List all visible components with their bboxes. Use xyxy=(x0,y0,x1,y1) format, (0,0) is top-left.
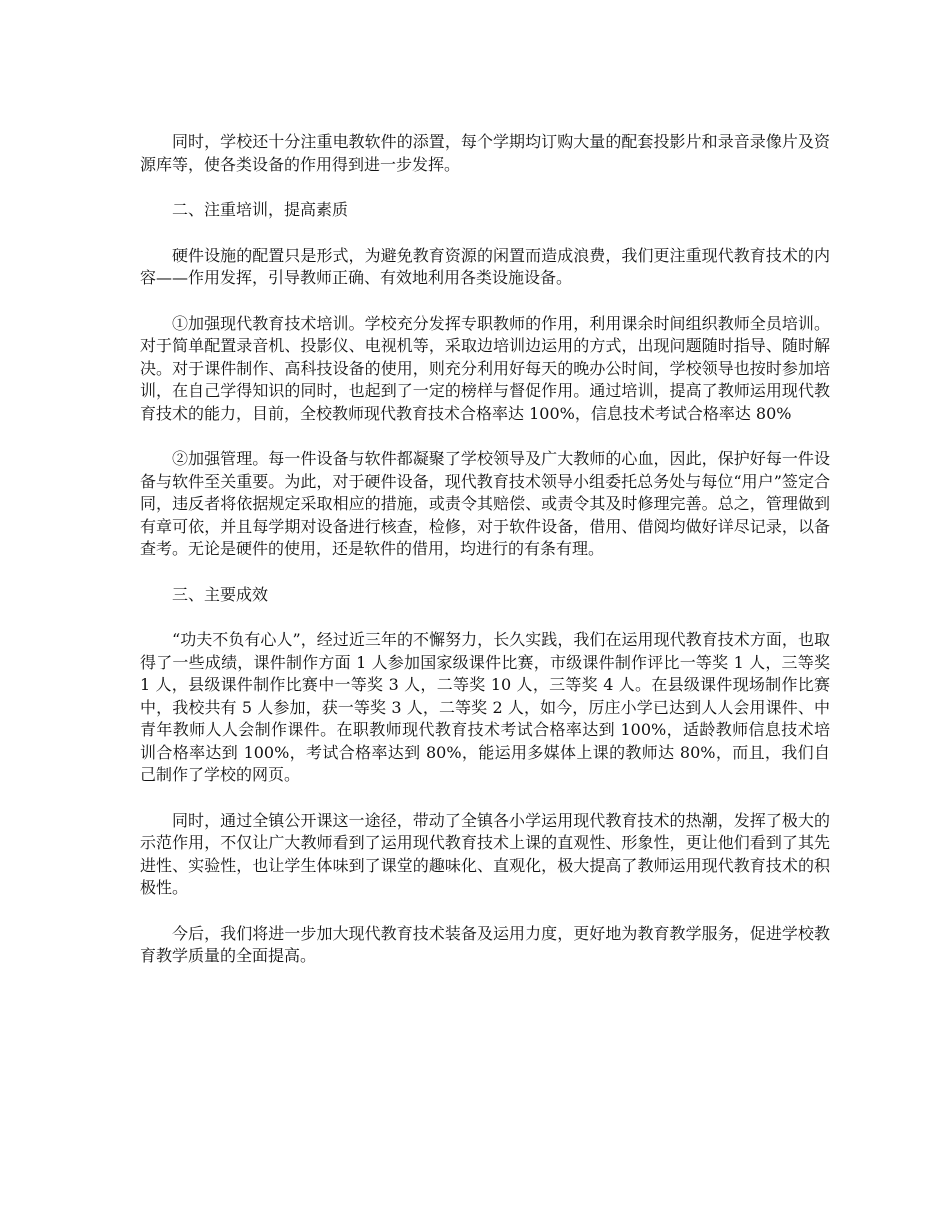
section-heading-results: 三、主要成效 xyxy=(172,584,269,604)
paragraph-management: ②加强管理。每一件设备与软件都凝聚了学校领导及广大教师的心血，因此，保护好每一件设备与软件至关重要。为此，对于硬件设备，现代教育技术领导小组委托总务处与每位“用户”签定合同，违反者将依据规定采取相应的措施，或责令其赔偿、或责令其及时修理完善。总之，管理做到有章可依，并且每学期对设备进行核查，检修，对于软件设备，借用、借阅均做好详尽记录，以备查考。无论是硬件的使用，还是软件的借用，均进行的有条有理。 xyxy=(140,449,830,558)
paragraph-demonstration: 同时，通过全镇公开课这一途径，带动了全镇各小学运用现代教育技术的热潮，发挥了极大的示范作用，不仅让广大教师看到了运用现代教育技术上课的直观性、形象性，更让他们看到了其先进性、实验性，也让学生体味到了课堂的趣味化、直观化，极大提高了教师运用现代教育技术的积极性。 xyxy=(140,810,830,897)
paragraph-outlook: 今后，我们将进一步加大现代教育技术装备及运用力度，更好地为教育教学服务，促进学校教育教学质量的全面提高。 xyxy=(140,923,830,965)
section-heading-training: 二、注重培训，提高素质 xyxy=(172,200,349,219)
paragraph-training-intro: 硬件设施的配置只是形式，为避免教育资源的闲置而造成浪费，我们更注重现代教育技术的内容——作用发挥，引导教师正确、有效地利用各类设施设备。 xyxy=(140,245,830,287)
document-page xyxy=(140,131,830,991)
paragraph-training-details: ①加强现代教育技术培训。学校充分发挥专职教师的作用，利用课余时间组织教师全员培训。对于简单配置录音机、投影仪、电视机等，采取边培训边运用的方式，出现问题随时指导、随时解决。对于课件制作、高科技设备的使用，则充分利用好每天的晚办公时间，学校领导也按时参加培训，在自己学得知识的同时，也起到了一定的榜样与督促作用。通过培训，提高了教师运用现代教育技术的能力，目前，全校教师现代教育技术合格率达 100%，信息技术考试合格率达 80% xyxy=(140,313,830,423)
paragraph-achievements: “功夫不负有心人”，经过近三年的不懈努力，长久实践，我们在运用现代教育技术方面，也取得了一些成绩，课件制作方面 1 人参加国家级课件比赛，市级课件制作评比一等奖 1 人，三等奖 1 人，县级课件制作比赛中一等奖 3 人，二等奖 10 人，三等奖 4 人。在县级课件现场制作比赛中，我校共有 5 人参加，获一等奖 3 人，二等奖 2 人，如今，厉庄小学已达到人人会用课件、中青年教师人人会制作课件。在职教师现代教育技术考试合格率达到 100%，适龄教师信息技术培训合格率达到 100%，考试合格率达到 80%，能运用多媒体上课的教师达 80%，而且，我们自己制作了学校的网页。 xyxy=(140,630,830,784)
paragraph-software-acquisition: 同时，学校还十分注重电教软件的添置，每个学期均订购大量的配套投影片和录音录像片及资源库等，使各类设备的作用得到进一步发挥。 xyxy=(140,132,830,174)
